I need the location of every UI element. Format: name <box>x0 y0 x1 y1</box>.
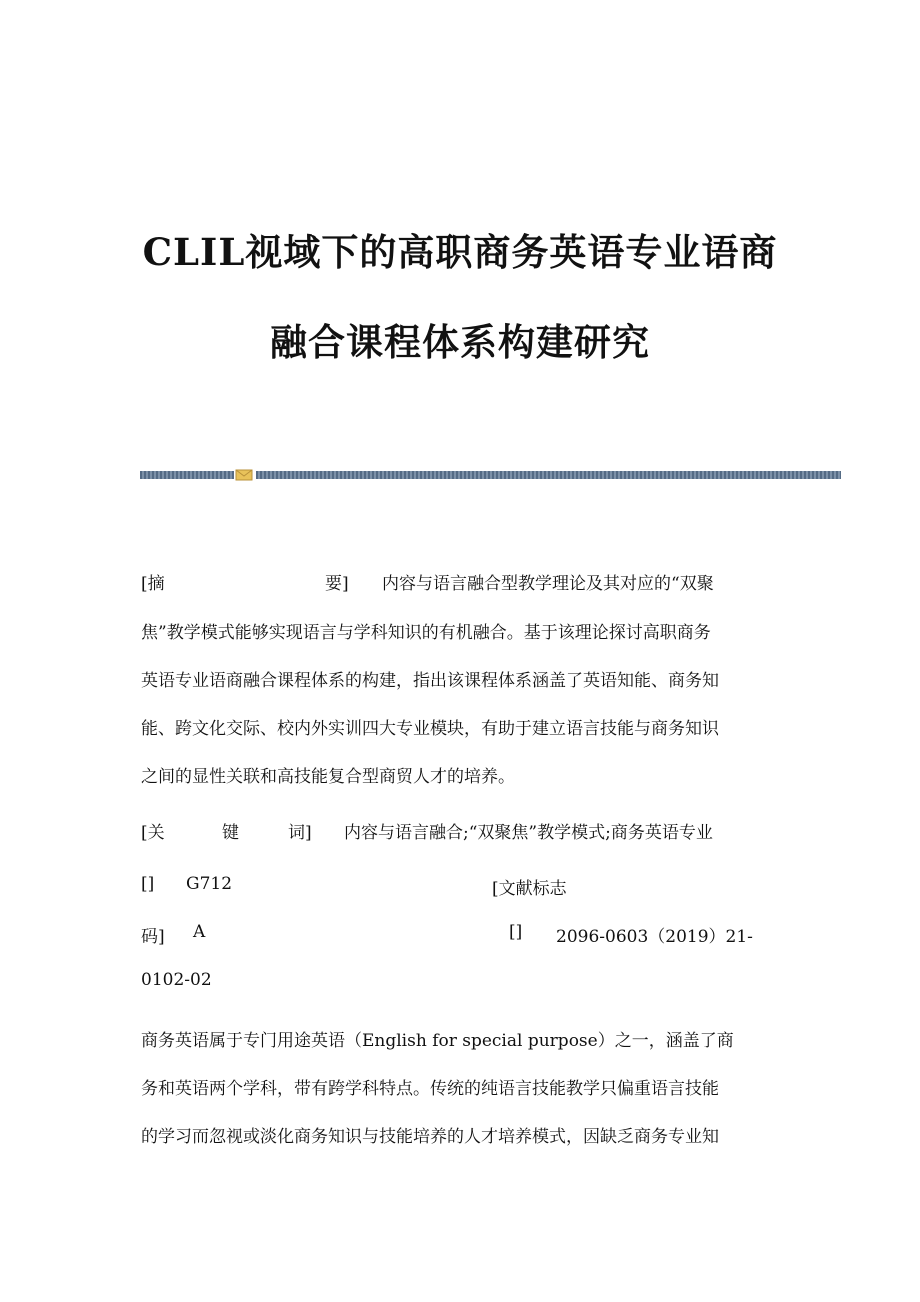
document-code-label-end: 码] <box>141 927 165 947</box>
keywords-value: 内容与语言融合;“双聚焦”教学模式;商务英语专业 <box>344 823 713 843</box>
divider-rule-right <box>256 471 841 479</box>
article-id-bracket: [] <box>509 922 523 942</box>
abstract-line-1: 内容与语言融合型教学理论及其对应的“双聚 <box>382 574 714 594</box>
keywords-label-2: 键 <box>222 823 239 843</box>
body-line-3: 的学习而忽视或淡化商务知识与技能培养的人才培养模式，因缺乏商务专业知 <box>141 1127 719 1147</box>
abstract-line-3: 英语专业语商融合课程体系的构建，指出该课程体系涵盖了英语知能、商务知 <box>141 671 719 691</box>
abstract-line-5: 之间的显性关联和高技能复合型商贸人才的培养。 <box>141 767 515 787</box>
envelope-ornament-icon <box>235 467 253 481</box>
article-id-part-2: 0102-02 <box>141 970 212 990</box>
abstract-line-2: 焦”教学模式能够实现语言与学科知识的有机融合。基于该理论探讨高职商务 <box>141 623 711 643</box>
classification-bracket: [] <box>141 874 155 894</box>
document-code-value: A <box>193 922 206 942</box>
title-line-1: CLIL视域下的高职商务英语专业语商 <box>142 230 778 274</box>
abstract-line-4: 能、跨文化交际、校内外实训四大专业模块，有助于建立语言技能与商务知识 <box>141 719 719 739</box>
abstract-label-close: 要] <box>325 574 349 594</box>
classification-code: G712 <box>186 874 233 894</box>
keywords-label-1: [关 <box>141 823 165 843</box>
keywords-label-3: 词] <box>288 823 312 843</box>
article-id-part-1: 2096-0603（2019）21- <box>556 927 753 947</box>
abstract-label-open: [摘 <box>141 574 165 594</box>
title-line-2: 融合课程体系构建研究 <box>270 320 650 364</box>
body-line-2: 务和英语两个学科，带有跨学科特点。传统的纯语言技能教学只偏重语言技能 <box>141 1079 719 1099</box>
divider-rule-left <box>140 471 234 479</box>
document-code-label-start: [文献标志 <box>492 879 567 899</box>
body-line-1: 商务英语属于专门用途英语（English for special purpose）之一，涵盖了商 <box>141 1031 734 1051</box>
